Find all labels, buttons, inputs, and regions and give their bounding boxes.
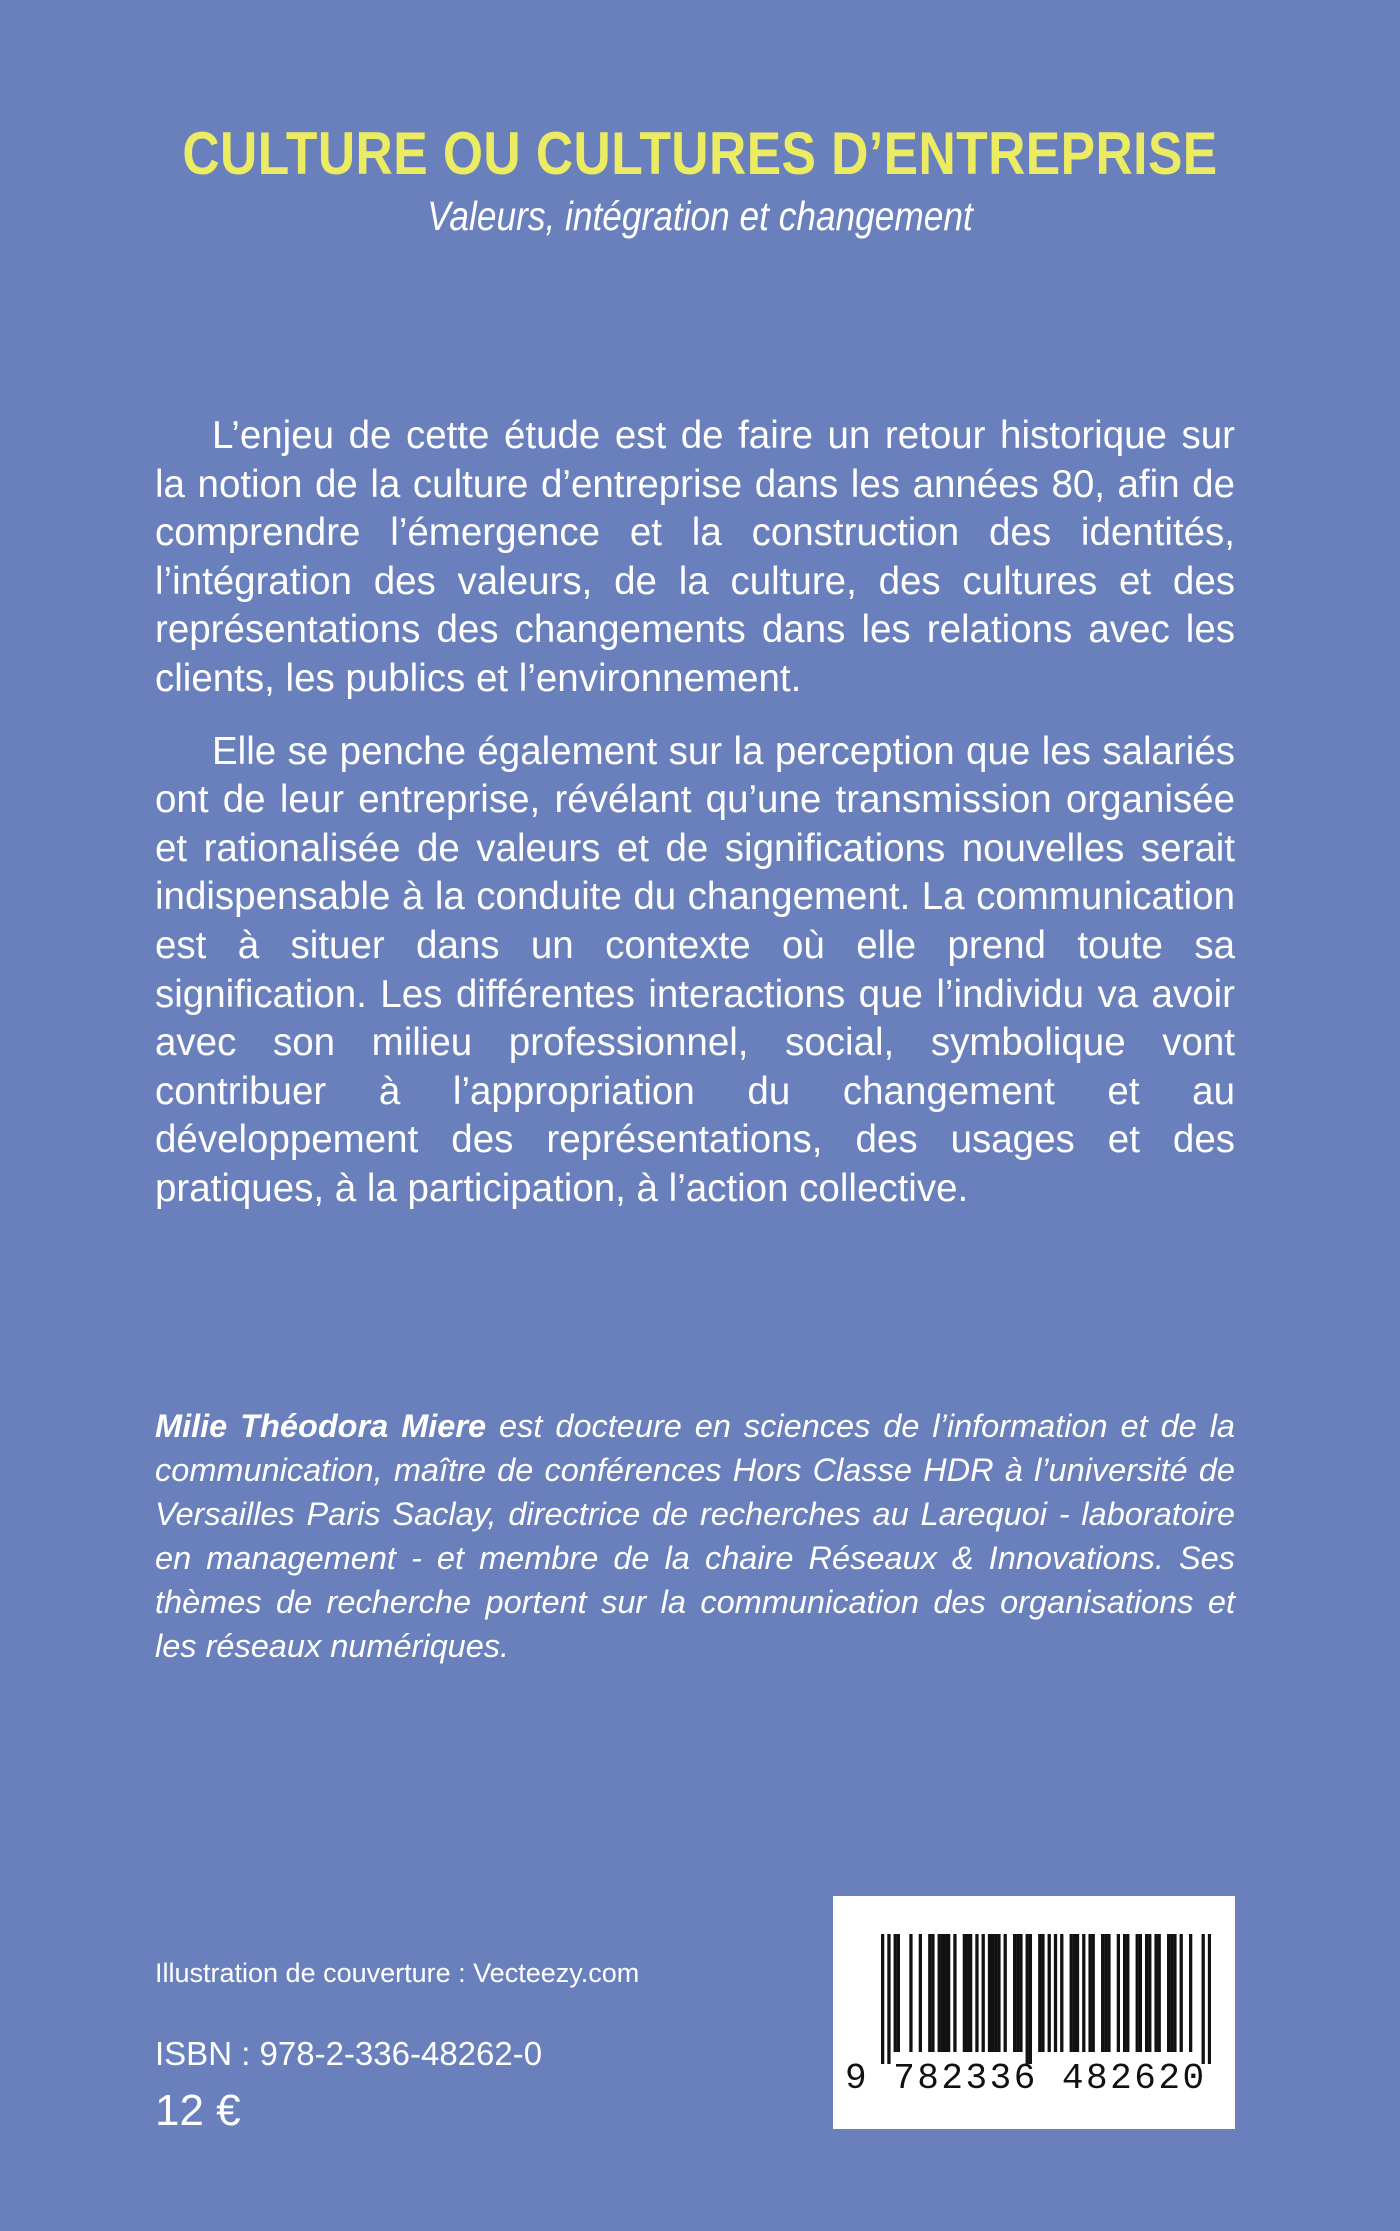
barcode-bar: [1048, 1934, 1051, 2052]
barcode-bar: [982, 1934, 985, 2052]
barcode-bar: [931, 1934, 934, 2052]
barcode-bar: [1126, 1934, 1129, 2052]
barcode-bar: [1154, 1934, 1157, 2052]
barcode-bar: [1117, 1934, 1120, 2052]
barcode-bar: [1070, 1934, 1073, 2052]
illustration-credit: Illustration de couverture : Vecteezy.com: [155, 1958, 640, 1988]
barcode-bar: [894, 1934, 897, 2052]
book-subtitle: Valeurs, intégration et changement: [427, 193, 973, 239]
barcode-bar: [947, 1934, 950, 2052]
barcode-bar: [1016, 1934, 1019, 2052]
barcode-bar: [1145, 1934, 1148, 2052]
barcode-bar: [1004, 1934, 1007, 2052]
barcode-bar: [1139, 1934, 1142, 2052]
barcode-bar: [1041, 1934, 1044, 2052]
barcode-bar: [1136, 1934, 1139, 2052]
barcode-bar: [969, 1934, 972, 2052]
barcode-bar: [1148, 1934, 1151, 2052]
barcode-bar: [1082, 1934, 1085, 2052]
barcode-bar: [1019, 1934, 1022, 2052]
barcode-bar: [1101, 1934, 1104, 2052]
barcode-bar: [1104, 1934, 1107, 2052]
barcode-bar: [953, 1934, 956, 2052]
barcode-bar: [1092, 1934, 1095, 2052]
author-name: Milie Théodora Miere: [155, 1408, 487, 1444]
barcode-bar: [1173, 1934, 1176, 2052]
barcode-bar: [919, 1934, 922, 2052]
barcode-bar: [963, 1934, 966, 2052]
barcode-bar: [1167, 1934, 1170, 2052]
barcode-bar: [1158, 1934, 1161, 2052]
barcode-bar: [1054, 1934, 1057, 2052]
barcode-bar: [944, 1934, 947, 2052]
barcode-bar: [1107, 1934, 1110, 2052]
barcode-bar: [1029, 1934, 1032, 2064]
barcode-bar: [941, 1934, 944, 2052]
summary-paragraph-2: Elle se penche également sur la perception que les salariés ont de leur entreprise, révélant qu’une transmission organisée et rationalisée de valeurs et de significations nouvelles serait indispensable à la conduite du changement. La communication est à situer dans un contexte où elle prend toute sa signification. Les différentes interactions que l’individu va avoir avec son milieu professionnel, social, symbolique vont contribuer à l’appropriation du changement et au développement des représentations, des usages et des pratiques, à la participation, à l’action collective.: [155, 729, 1235, 1210]
author-bio: [155, 1404, 1235, 1668]
barcode-bar: [897, 1934, 900, 2052]
barcode-bar: [1189, 1934, 1192, 2052]
barcode-bar: [881, 1934, 884, 2064]
barcode-bar: [1076, 1934, 1079, 2052]
barcode-bar: [1026, 1934, 1029, 2064]
barcode: [833, 1896, 1235, 2129]
barcode-bar: [991, 1934, 994, 2052]
author-bio-text: est docteure en sciences de l’information et de la communication, maître de conférences Hors Classe HDR à l’université de Versailles Paris Saclay, directrice de recherches au Larequoi - laboratoire en management - et membre de la chaire Réseaux & Innovations. Ses thèmes de recherche portent sur la communication des organisations et les réseaux numériques.: [155, 1408, 1235, 1664]
barcode-bars-icon: [881, 1934, 1211, 2064]
back-cover-summary: [155, 412, 1235, 1238]
isbn-number: ISBN : 978-2-336-48262-0: [155, 2035, 543, 2072]
barcode-bar: [928, 1934, 931, 2052]
barcode-bar: [994, 1934, 997, 2052]
barcode-bar: [887, 1934, 890, 2064]
barcode-bar: [988, 1934, 991, 2052]
barcode-bar: [1060, 1934, 1063, 2052]
barcode-bar: [997, 1934, 1000, 2052]
barcode-bar: [1180, 1934, 1183, 2052]
barcode-bar: [938, 1934, 941, 2052]
summary-paragraph-1: L’enjeu de cette étude est de faire un retour historique sur la notion de la culture d’entreprise dans les années 80, afin de comprendre l’émergence et la construction des identités, l’intégration des valeurs, de la culture, des cultures et des représentations des changements dans les relations avec les clients, les publics et l’environnement.: [155, 414, 1235, 700]
barcode-bar: [909, 1934, 912, 2052]
barcode-bar: [1088, 1934, 1091, 2052]
barcode-bar: [975, 1934, 978, 2052]
book-title: CULTURE OU CULTURES D’ENTREPRISE: [182, 120, 1218, 187]
barcode-bar: [1202, 1934, 1205, 2064]
barcode-bar: [1013, 1934, 1016, 2052]
barcode-bar: [1170, 1934, 1173, 2052]
barcode-bar: [966, 1934, 969, 2052]
price: 12 €: [155, 2086, 241, 2135]
barcode-bar: [1123, 1934, 1126, 2052]
barcode-digits: 9 782336 482620: [845, 2058, 1207, 2099]
barcode-bar: [1073, 1934, 1076, 2052]
barcode-bar: [1208, 1934, 1211, 2064]
barcode-bar: [1038, 1934, 1041, 2052]
